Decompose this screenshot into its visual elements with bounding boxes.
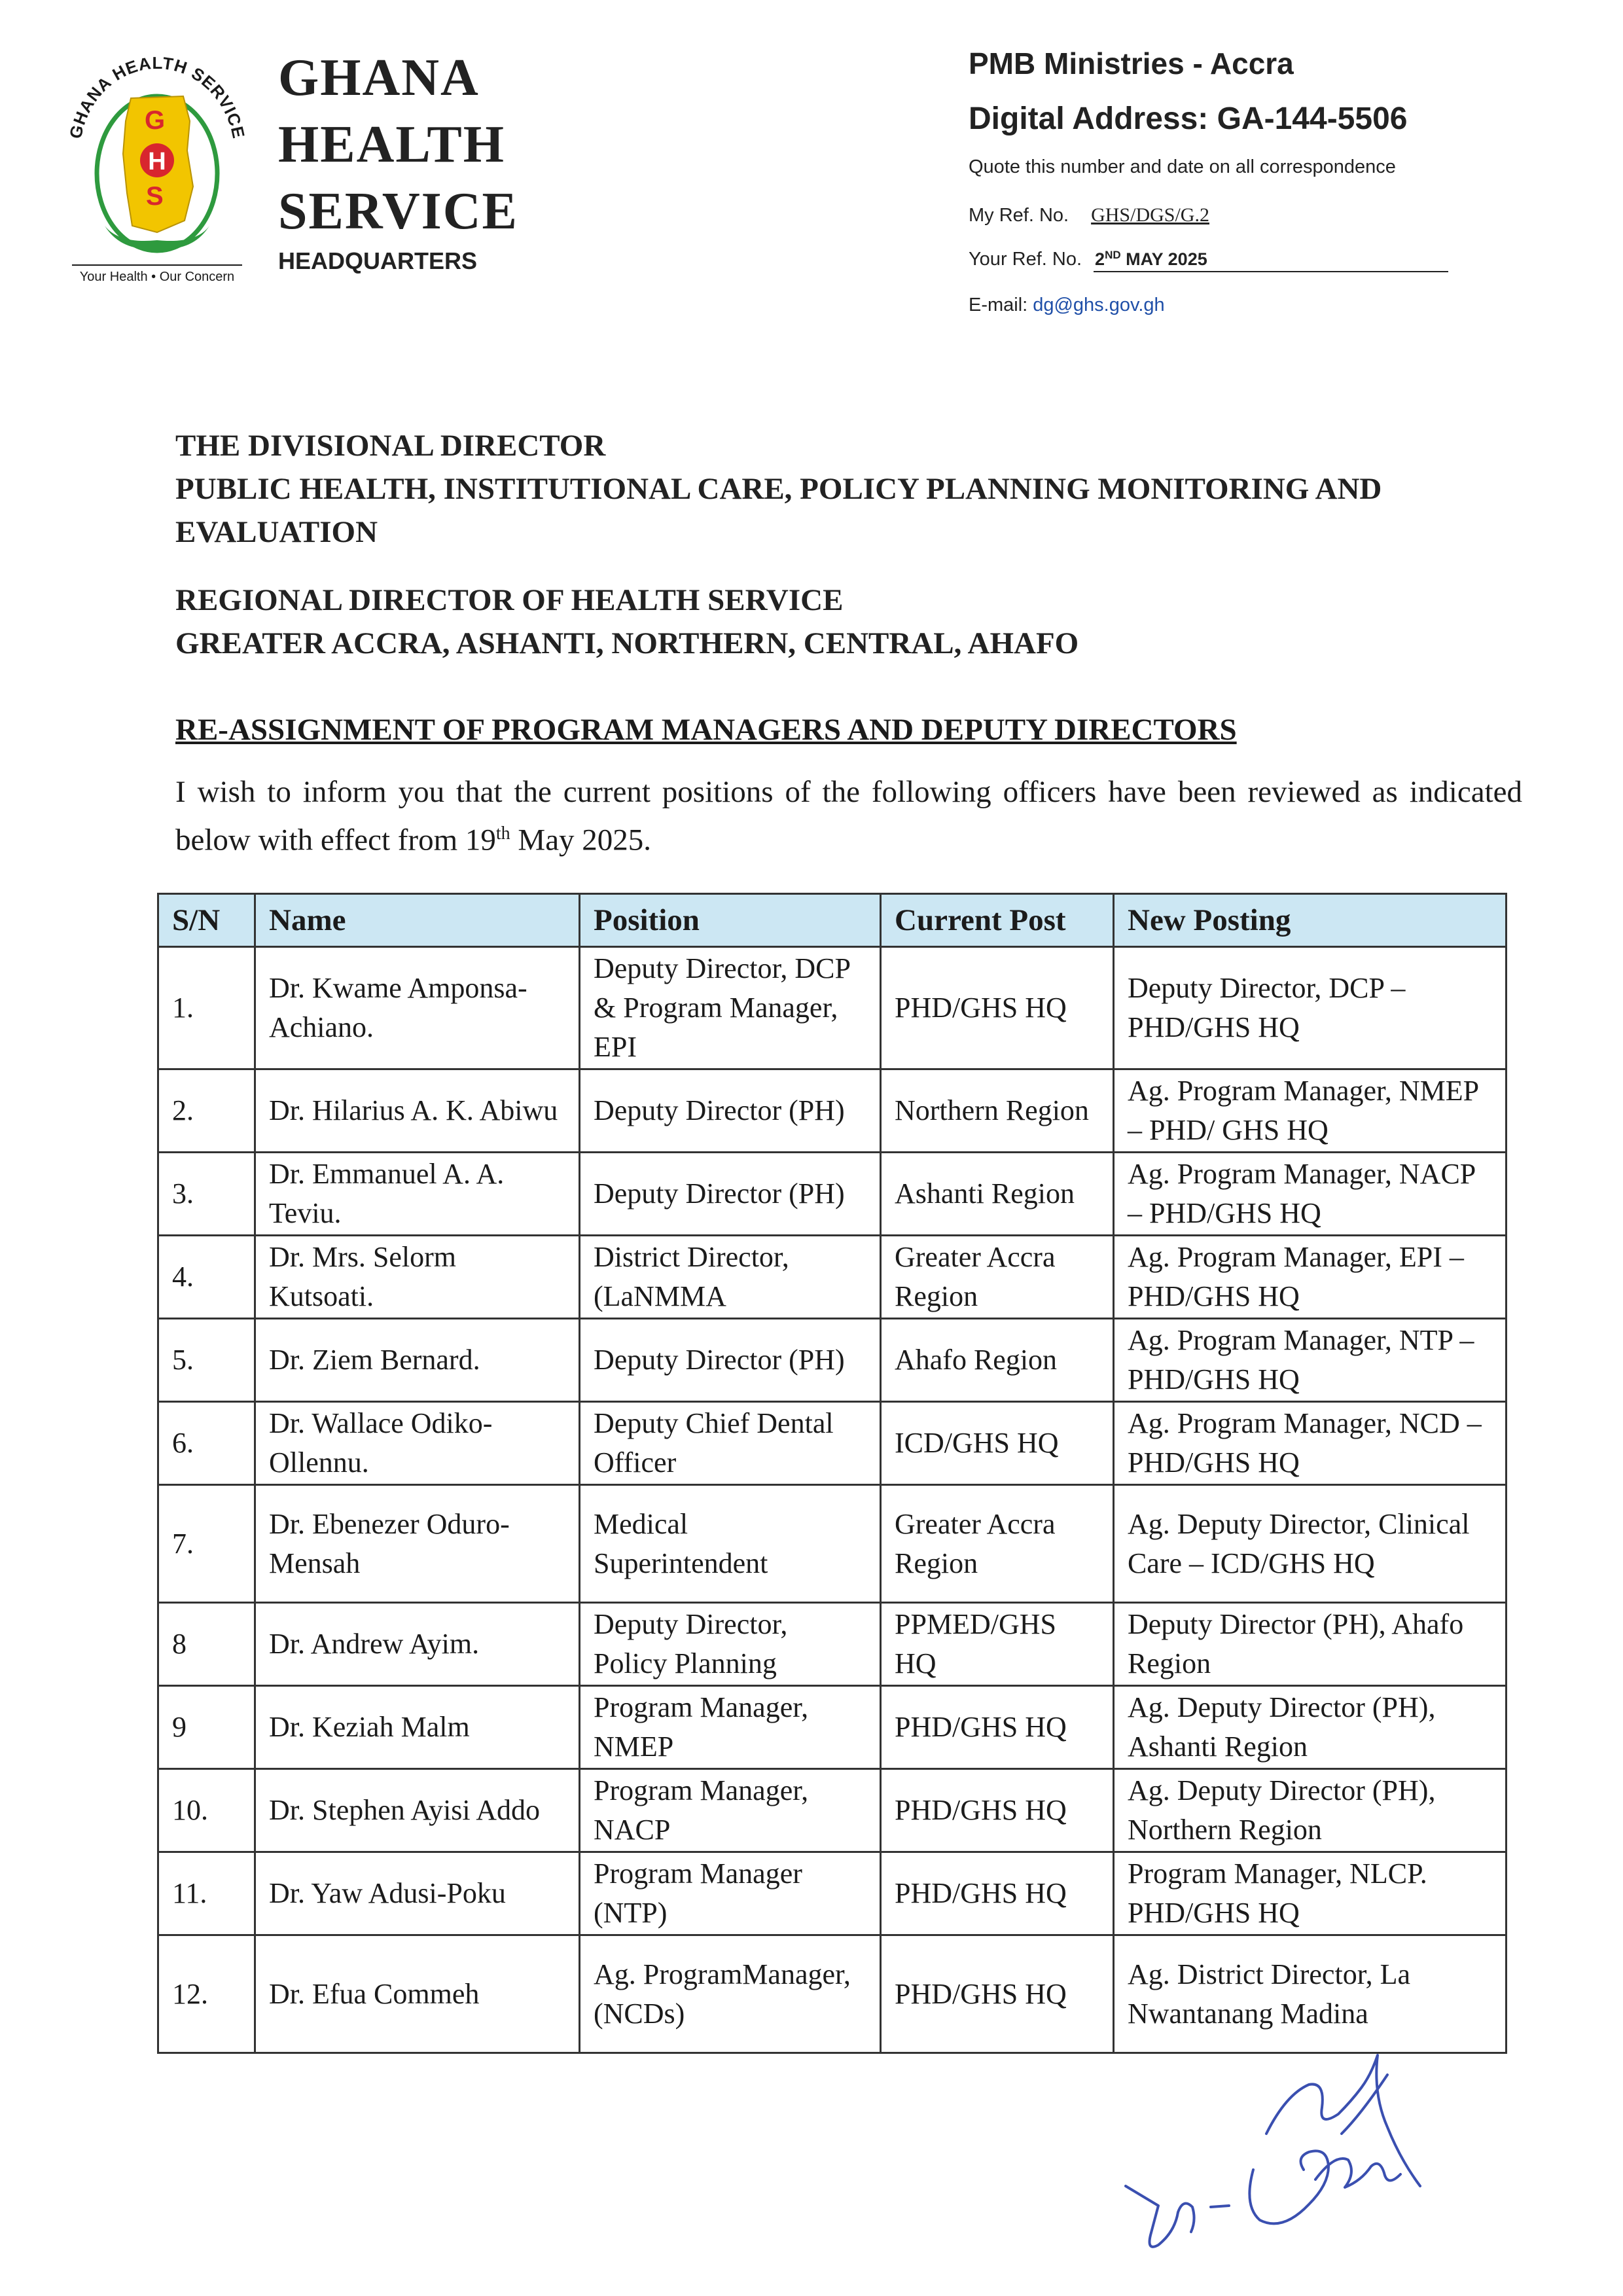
cell-position: Medical Superintendent	[580, 1485, 881, 1603]
digital-address: Digital Address: GA-144-5506	[969, 101, 1408, 136]
cell-position: Deputy Director (PH)	[580, 1069, 881, 1153]
logo-letter-s: S	[146, 182, 164, 211]
recipient-line: REGIONAL DIRECTOR OF HEALTH SERVICE	[175, 583, 844, 617]
your-ref-value: 2ND MAY 2025	[1094, 249, 1448, 272]
cell-sn: 11.	[158, 1852, 255, 1935]
cell-new-posting: Ag. Program Manager, NTP – PHD/GHS HQ	[1114, 1319, 1507, 1402]
cell-current-post: PHD/GHS HQ	[881, 947, 1114, 1069]
cell-current-post: Northern Region	[881, 1069, 1114, 1153]
your-ref	[969, 249, 1448, 272]
cell-current-post: PHD/GHS HQ	[881, 1686, 1114, 1769]
cell-sn: 3.	[158, 1153, 255, 1236]
cell-name: Dr. Ziem Bernard.	[255, 1319, 580, 1402]
ghs-logo	[59, 36, 255, 291]
cell-new-posting: Ag. Program Manager, NMEP – PHD/ GHS HQ	[1114, 1069, 1507, 1153]
logo-letter-h: H	[148, 148, 166, 175]
cell-current-post: Greater Accra Region	[881, 1236, 1114, 1319]
cell-new-posting: Ag. Program Manager, EPI – PHD/GHS HQ	[1114, 1236, 1507, 1319]
cell-new-posting: Ag. Deputy Director (PH), Ashanti Region	[1114, 1686, 1507, 1769]
my-ref-label: My Ref. No.	[969, 205, 1069, 226]
cell-sn: 8	[158, 1603, 255, 1686]
table-row	[158, 1603, 1507, 1686]
cell-position: Deputy Director, DCP & Program Manager, EPI	[580, 947, 881, 1069]
table-row	[158, 1485, 1507, 1603]
cell-new-posting: Ag. Deputy Director, Clinical Care – ICD/GHS HQ	[1114, 1485, 1507, 1603]
recipient-line: PUBLIC HEALTH, INSTITUTIONAL CARE, POLICY PLANNING MONITORING AND EVALUATION	[175, 472, 1382, 549]
logo-ring-text: GHANA HEALTH SERVICE	[65, 52, 249, 141]
cell-position: Program Manager (NTP)	[580, 1852, 881, 1935]
reassignment-table	[157, 893, 1507, 2054]
cell-new-posting: Deputy Director, DCP – PHD/GHS HQ	[1114, 947, 1507, 1069]
headquarters-label: HEADQUARTERS	[278, 247, 478, 274]
cell-new-posting: Ag. Program Manager, NCD – PHD/GHS HQ	[1114, 1402, 1507, 1485]
cell-name: Dr. Keziah Malm	[255, 1686, 580, 1769]
cell-name: Dr. Wallace Odiko-Ollennu.	[255, 1402, 580, 1485]
cell-name: Dr. Kwame Amponsa-Achiano.	[255, 947, 580, 1069]
header-name: Name	[255, 894, 580, 947]
my-ref-value: GHS/DGS/G.2	[1091, 204, 1209, 226]
recipients	[175, 424, 1524, 665]
address-block	[969, 46, 1448, 316]
cell-new-posting: Ag. Program Manager, NACP – PHD/GHS HQ	[1114, 1153, 1507, 1236]
cell-new-posting: Ag. District Director, La Nwantanang Madina	[1114, 1935, 1507, 2053]
my-ref	[969, 204, 1448, 226]
cell-sn: 12.	[158, 1935, 255, 2053]
cell-current-post: PPMED/GHS HQ	[881, 1603, 1114, 1686]
cell-new-posting: Program Manager, NLCP. PHD/GHS HQ	[1114, 1852, 1507, 1935]
cell-position: Deputy Director (PH)	[580, 1319, 881, 1402]
cell-name: Dr. Ebenezer Oduro-Mensah	[255, 1485, 580, 1603]
table-row	[158, 1686, 1507, 1769]
table-row	[158, 1069, 1507, 1153]
org-name-line: SERVICE	[278, 183, 518, 240]
cell-current-post: Greater Accra Region	[881, 1485, 1114, 1603]
cell-sn: 5.	[158, 1319, 255, 1402]
table-row	[158, 1852, 1507, 1935]
cell-position: Deputy Director, Policy Planning	[580, 1603, 881, 1686]
email-line	[969, 295, 1448, 316]
cell-sn: 4.	[158, 1236, 255, 1319]
cell-sn: 1.	[158, 947, 255, 1069]
recipient-line: GREATER ACCRA, ASHANTI, NORTHERN, CENTRAL, AHAFO	[175, 626, 1079, 660]
cell-sn: 10.	[158, 1769, 255, 1852]
intro-paragraph: I wish to inform you that the current positions of the following officers have been reviewed as indicated below with effect from 19th May 2025.	[175, 775, 1522, 857]
quote-note: Quote this number and date on all correspondence	[969, 156, 1396, 177]
letter-subject: RE-ASSIGNMENT OF PROGRAM MANAGERS AND DEPUTY DIRECTORS	[175, 713, 1237, 747]
recipient-line: THE DIVISIONAL DIRECTOR	[175, 429, 606, 463]
cell-current-post: PHD/GHS HQ	[881, 1769, 1114, 1852]
logo-letter-g: G	[145, 106, 166, 135]
cell-name: Dr. Efua Commeh	[255, 1935, 580, 2053]
table-header-row	[158, 894, 1507, 947]
cell-sn: 6.	[158, 1402, 255, 1485]
table-row	[158, 1236, 1507, 1319]
cell-new-posting: Ag. Deputy Director (PH), Northern Region	[1114, 1769, 1507, 1852]
cell-name: Dr. Mrs. Selorm Kutsoati.	[255, 1236, 580, 1319]
cell-position: Deputy Director (PH)	[580, 1153, 881, 1236]
cell-current-post: Ashanti Region	[881, 1153, 1114, 1236]
signature	[1113, 2036, 1453, 2258]
cell-current-post: PHD/GHS HQ	[881, 1852, 1114, 1935]
email-link[interactable]: dg@ghs.gov.gh	[1033, 295, 1165, 315]
header-sn: S/N	[158, 894, 255, 947]
cell-position: District Director, (LaNMMA	[580, 1236, 881, 1319]
header-position: Position	[580, 894, 881, 947]
cell-current-post: PHD/GHS HQ	[881, 1935, 1114, 2053]
cell-sn: 9	[158, 1686, 255, 1769]
cell-sn: 2.	[158, 1069, 255, 1153]
pmb-address: PMB Ministries - Accra	[969, 46, 1294, 81]
org-name-line: HEALTH	[278, 116, 505, 173]
cell-name: Dr. Andrew Ayim.	[255, 1603, 580, 1686]
cell-position: Program Manager, NMEP	[580, 1686, 881, 1769]
table-row	[158, 947, 1507, 1069]
cell-new-posting: Deputy Director (PH), Ahafo Region	[1114, 1603, 1507, 1686]
cell-position: Deputy Chief Dental Officer	[580, 1402, 881, 1485]
logo-motto: Your Health • Our Concern	[79, 270, 235, 284]
cell-current-post: ICD/GHS HQ	[881, 1402, 1114, 1485]
header-new-posting: New Posting	[1114, 894, 1507, 947]
header-current-post: Current Post	[881, 894, 1114, 947]
cell-position: Program Manager, NACP	[580, 1769, 881, 1852]
your-ref-label: Your Ref. No.	[969, 249, 1082, 270]
table-row	[158, 1769, 1507, 1852]
email-label: E-mail:	[969, 295, 1028, 315]
table-row	[158, 1319, 1507, 1402]
cell-name: Dr. Emmanuel A. A. Teviu.	[255, 1153, 580, 1236]
cell-current-post: Ahafo Region	[881, 1319, 1114, 1402]
cell-position: Ag. ProgramManager, (NCDs)	[580, 1935, 881, 2053]
org-name-line: GHANA	[278, 49, 480, 107]
cell-name: Dr. Stephen Ayisi Addo	[255, 1769, 580, 1852]
cell-name: Dr. Hilarius A. K. Abiwu	[255, 1069, 580, 1153]
table-row	[158, 1153, 1507, 1236]
organisation-name	[278, 45, 518, 245]
cell-sn: 7.	[158, 1485, 255, 1603]
cell-name: Dr. Yaw Adusi-Poku	[255, 1852, 580, 1935]
table-row	[158, 1402, 1507, 1485]
